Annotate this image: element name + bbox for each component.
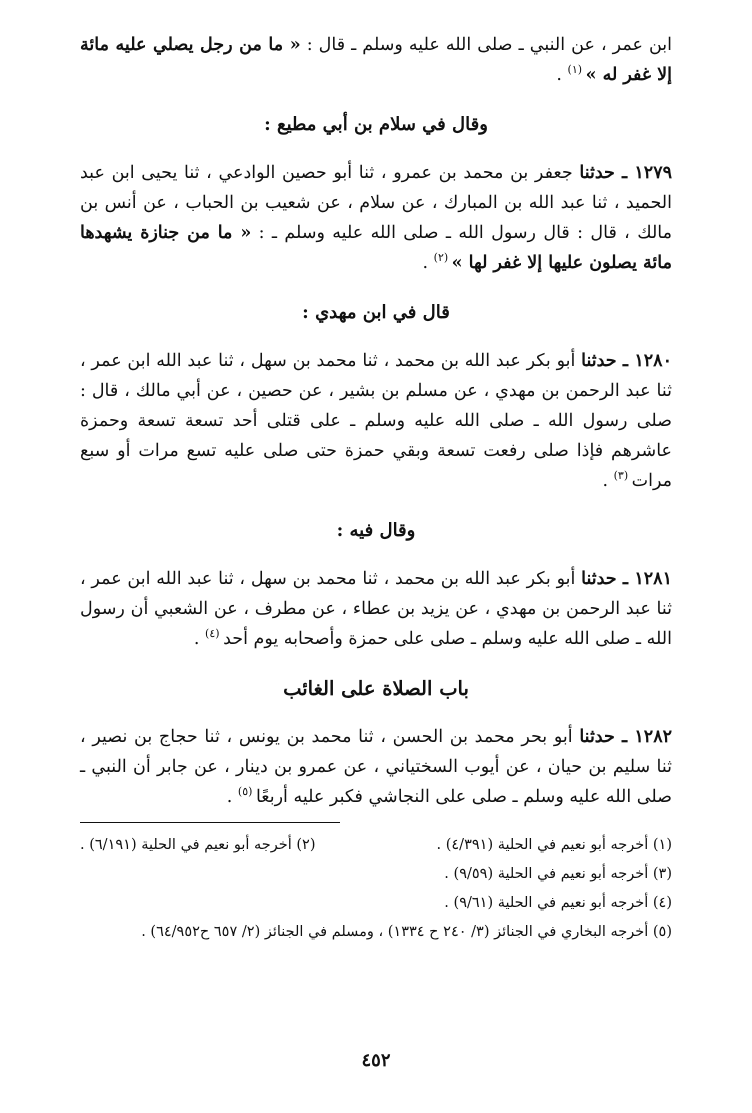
footnote-ref: (٥)	[237, 785, 256, 799]
bold-text: ١٢٧٩ ـ حدثنا	[579, 163, 672, 183]
bold-text: « ما من رجل يصلي عليه مائة إلا غفر له »	[80, 35, 672, 85]
hadith-paragraph	[80, 564, 672, 654]
hadith-paragraph	[80, 158, 672, 278]
text-run: أبو بحر محمد بن الحسن ، ثنا محمد بن يونس ، ثنا حجاج بن نصير ، ثنا سليم بن حيان ، عن أيوب السختياني ، عن عمرو بن دينار ، عن جابر أن النبي ـ صلى الله عليه وسلم ـ صلى على النجاشي فكبر عليه أربعًا	[80, 727, 672, 807]
section-heading: وقال في سلام بن أبي مطيع :	[264, 114, 488, 135]
text-run: أبو بكر عبد الله بن محمد ، ثنا محمد بن سهل ، ثنا عبد الله ابن عمر ، ثنا عبد الرحمن بن مهدي ، عن مسلم بن بشير ، عن حصين ، عن أبي مالك ، قال : صلى رسول الله ـ صلى الله عليه وسلم ـ على قتلى أحد تسعة تسعة وحمزة عاشرهم فإذا صلى رفعت تسعة وبقي حمزة حتى صلى عليه تسع مرات أو سبع مرات	[80, 351, 672, 491]
text-run: جعفر بن محمد بن عمرو ، ثنا أبو حصين الوادعي ، ثنا يحيى ابن عبد الحميد ، ثنا عبد الله بن المبارك ، عن سلام ، عن شعيب بن الحباب ، عن أنس بن مالك ، قال : قال رسول الله ـ صلى الله عليه وسلم ـ :	[80, 163, 672, 243]
section-heading: باب الصلاة على الغائب	[283, 677, 469, 700]
text-run: .	[602, 471, 614, 491]
footnote-4: (٤) أخرجه أبو نعيم في الحلية (٩/٦١) .	[444, 895, 672, 911]
section-heading: وقال فيه :	[336, 520, 416, 541]
footnote-ref: (٤)	[205, 627, 224, 641]
footnotes	[80, 831, 672, 947]
bold-text: ١٢٨٠ ـ حدثنا	[581, 351, 672, 371]
main-text	[80, 30, 672, 812]
hadith-paragraph	[80, 722, 672, 812]
footnote-ref: (٢)	[433, 251, 452, 265]
text-run: .	[556, 65, 568, 85]
footnote-rule-wrap	[80, 822, 672, 823]
text-run: .	[422, 253, 434, 273]
footnote-2: (٢) أخرجه أبو نعيم في الحلية (٦/١٩١) .	[80, 837, 316, 853]
footnote-divider	[80, 822, 340, 823]
bold-text: « ما من جنازة يشهدها مائة يصلون عليها إلا غفر لها »	[80, 223, 672, 273]
footnote-1: (١) أخرجه أبو نعيم في الحلية (٤/٣٩١) .	[436, 837, 672, 853]
page-number: ٤٥٢	[361, 1050, 391, 1071]
footnote-3: (٣) أخرجه أبو نعيم في الحلية (٩/٥٩) .	[444, 866, 672, 882]
footnote-ref: (١)	[567, 63, 586, 77]
hadith-paragraph	[80, 30, 672, 90]
bold-text: ١٢٨٢ ـ حدثنا	[579, 727, 672, 747]
hadith-paragraph	[80, 346, 672, 496]
text-run: .	[226, 787, 238, 807]
footnote-5: (٥) أخرجه البخاري في الجنائز (٣/ ٢٤٠ ح ١٣٣٤) ، ومسلم في الجنائز (٢/ ٦٥٧ ح٦٤/٩٥٢) .	[141, 924, 672, 940]
text-run: .	[193, 629, 206, 649]
text-run: ابن عمر ، عن النبي ـ صلى الله عليه وسلم ـ قال :	[300, 35, 673, 55]
bold-text: ١٢٨١ ـ حدثنا	[581, 569, 672, 589]
text-run: أبو بكر عبد الله بن محمد ، ثنا محمد بن سهل ، ثنا عبد الله ابن عمر ، ثنا عبد الرحمن بن مهدي ، عن يزيد بن عطاء ، عن مطرف ، عن الشعبي أن رسول الله ـ صلى الله عليه وسلم ـ صلى على حمزة وأصحابه يوم أحد	[80, 569, 672, 649]
section-heading: قال في ابن مهدي :	[302, 302, 450, 323]
footnote-ref: (٣)	[613, 469, 632, 483]
footnote-row-1	[80, 831, 672, 860]
